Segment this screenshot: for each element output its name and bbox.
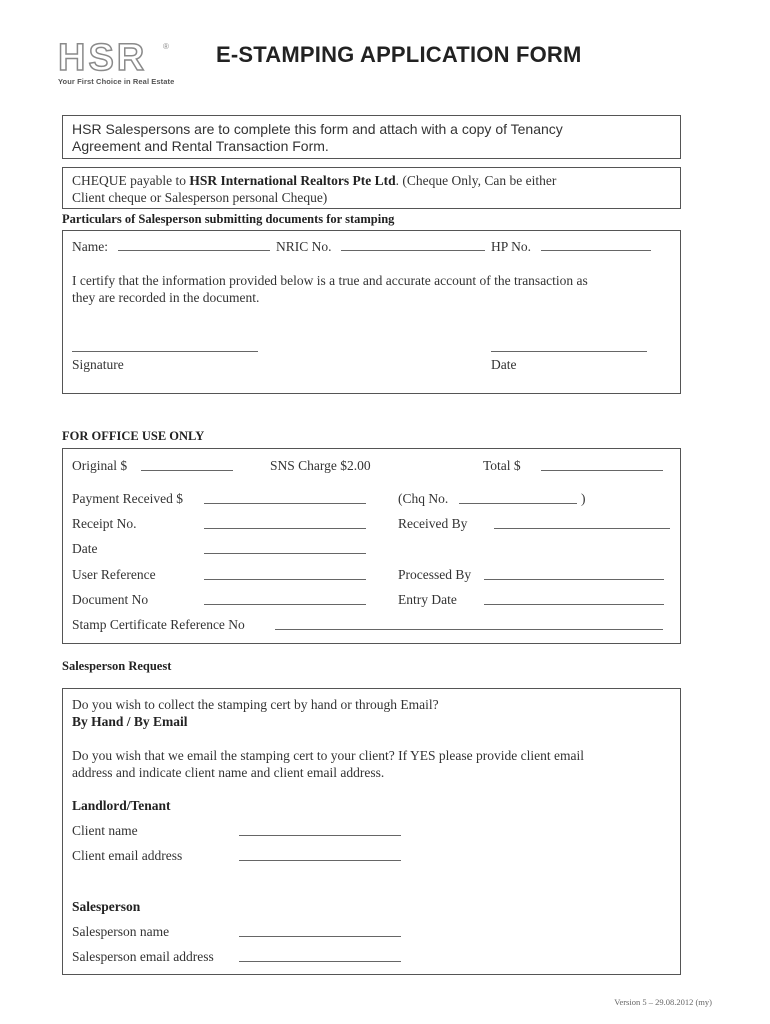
logo-tagline: Your First Choice in Real Estate	[58, 77, 175, 86]
entry-date-label: Entry Date	[398, 592, 457, 607]
certify-line-1: I certify that the information provided below is a true and accurate account of the transaction as	[72, 273, 588, 288]
hsr-logo: HSR	[58, 37, 148, 79]
original-label: Original $	[72, 458, 128, 473]
particulars-box	[62, 230, 681, 394]
user-ref-label: User Reference	[72, 567, 156, 582]
client-name-field[interactable]	[239, 835, 401, 836]
name-label: Name:	[72, 239, 108, 254]
chq-close: )	[581, 491, 586, 506]
document-no-field[interactable]	[204, 604, 366, 605]
received-by-field[interactable]	[494, 528, 670, 529]
hp-label: HP No.	[491, 239, 532, 254]
chq-label: (Chq No.	[398, 491, 449, 506]
office-box	[62, 448, 681, 644]
office-date-label: Date	[72, 541, 98, 556]
processed-by-field[interactable]	[484, 579, 664, 580]
salesperson-email-label: Salesperson email address	[72, 949, 214, 964]
office-heading: FOR OFFICE USE ONLY	[62, 429, 205, 443]
signature-date-field[interactable]	[491, 351, 647, 352]
entry-date-field[interactable]	[484, 604, 664, 605]
notice-line-2: Agreement and Rental Transaction Form.	[72, 138, 329, 154]
cheque-line-1	[72, 172, 556, 189]
received-by-label: Received By	[398, 516, 468, 531]
salesperson-name-label: Salesperson name	[72, 924, 170, 939]
collect-question: Do you wish to collect the stamping cert by hand or through Email?	[72, 697, 439, 712]
email-question-line-1: Do you wish that we email the stamping cert to your client? If YES please provide client email	[72, 748, 584, 763]
cheque-prefix: CHEQUE payable to	[72, 173, 190, 188]
cheque-line-2: Client cheque or Salesperson personal Cheque)	[72, 190, 328, 205]
sns-charge: SNS Charge $2.00	[270, 458, 371, 473]
nric-field[interactable]	[341, 250, 485, 251]
original-field[interactable]	[141, 470, 233, 471]
page-title: E-STAMPING APPLICATION FORM	[216, 42, 582, 67]
receipt-label: Receipt No.	[72, 516, 137, 531]
payment-received-field[interactable]	[204, 503, 366, 504]
processed-by-label: Processed By	[398, 567, 472, 582]
total-label: Total $	[483, 458, 521, 473]
client-email-label: Client email address	[72, 848, 183, 863]
stamp-cert-label: Stamp Certificate Reference No	[72, 617, 245, 632]
request-heading: Salesperson Request	[62, 659, 172, 673]
document-no-label: Document No	[72, 592, 149, 607]
certify-line-2: they are recorded in the document.	[72, 290, 260, 305]
registered-mark: ®	[163, 42, 169, 51]
client-email-field[interactable]	[239, 860, 401, 861]
salesperson-heading: Salesperson	[72, 899, 141, 914]
nric-label: NRIC No.	[276, 239, 332, 254]
payment-received-label: Payment Received $	[72, 491, 183, 506]
notice-line-1: HSR Salespersons are to complete this form and attach with a copy of Tenancy	[72, 121, 563, 137]
receipt-field[interactable]	[204, 528, 366, 529]
cheque-suffix: . (Cheque Only, Can be either	[395, 173, 557, 188]
version-footer: Version 5 – 29.08.2012 (my)	[614, 997, 712, 1007]
client-name-label: Client name	[72, 823, 138, 838]
user-ref-field[interactable]	[204, 579, 366, 580]
name-field[interactable]	[118, 250, 270, 251]
chq-field[interactable]	[459, 503, 577, 504]
signature-field[interactable]	[72, 351, 258, 352]
collect-options[interactable]: By Hand / By Email	[72, 714, 188, 729]
hp-field[interactable]	[541, 250, 651, 251]
signature-label: Signature	[72, 357, 124, 372]
cheque-payee: HSR International Realtors Pte Ltd	[189, 173, 396, 188]
particulars-heading: Particulars of Salesperson submitting documents for stamping	[62, 212, 395, 226]
office-date-field[interactable]	[204, 553, 366, 554]
total-field[interactable]	[541, 470, 663, 471]
salesperson-name-field[interactable]	[239, 936, 401, 937]
salesperson-email-field[interactable]	[239, 961, 401, 962]
signature-date-label: Date	[491, 357, 517, 372]
email-question-line-2: address and indicate client name and client email address.	[72, 765, 385, 780]
landlord-heading: Landlord/Tenant	[72, 798, 171, 813]
stamp-cert-field[interactable]	[275, 629, 663, 630]
